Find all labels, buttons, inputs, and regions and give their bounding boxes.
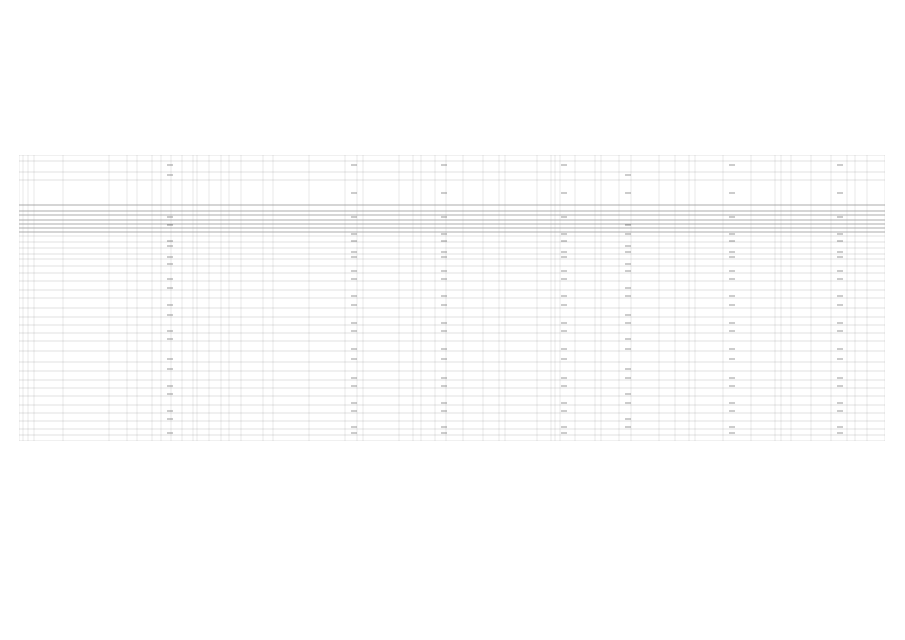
spreadsheet-page [19, 155, 885, 441]
table-grid [19, 155, 885, 441]
